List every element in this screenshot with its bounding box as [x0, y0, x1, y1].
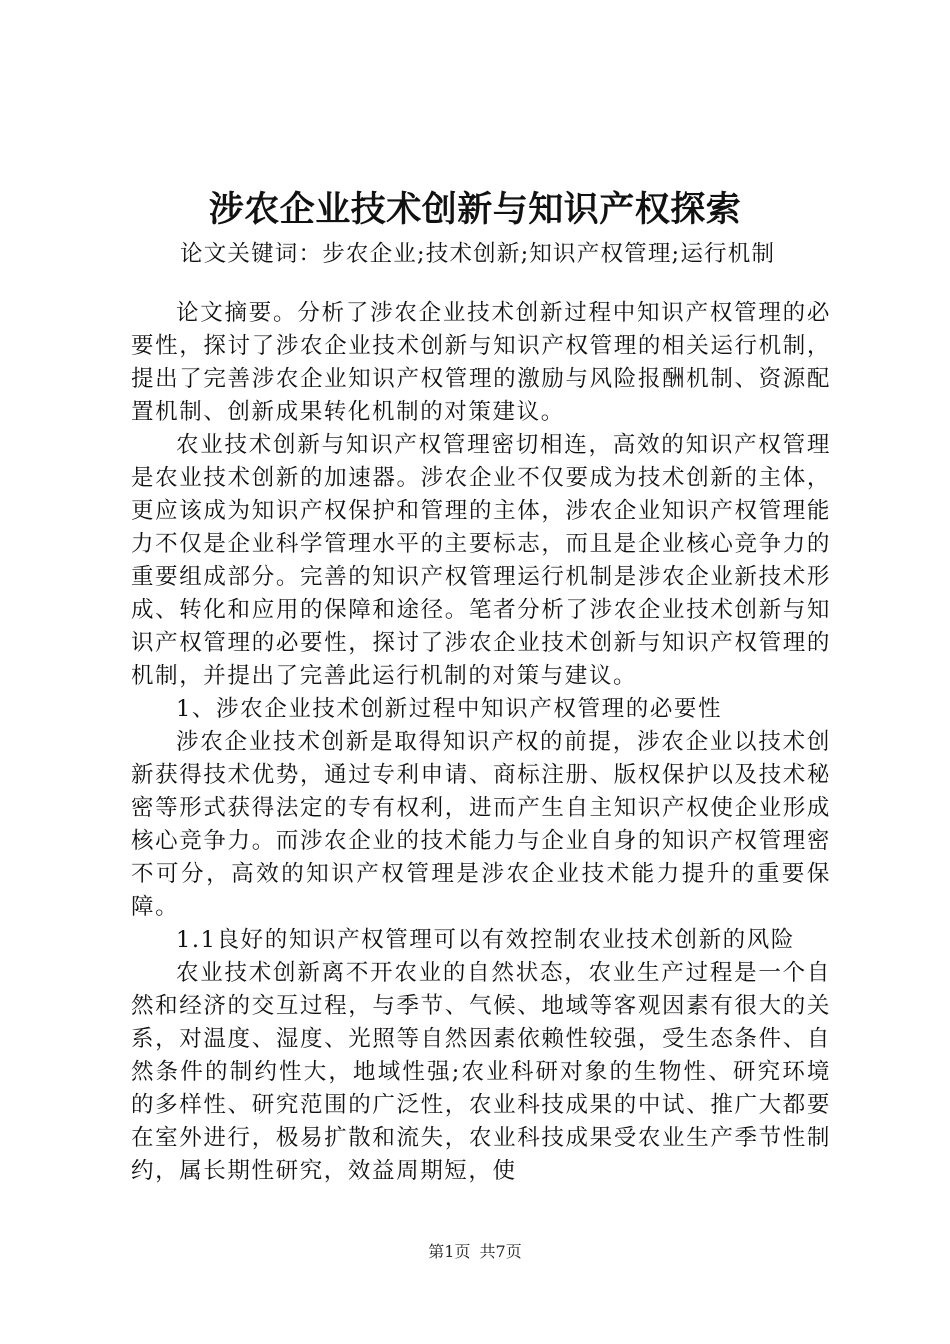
document-body: [131, 297, 831, 1188]
body-paragraph: 农业技术创新离不开农业的自然状态，农业生产过程是一个自然和经济的交互过程，与季节、气候、地域等客观因素有很大的关系，对温度、湿度、光照等自然因素依赖性较强，受生态条件、自然条件的制约性大，地域性强;农业科研对象的生物性、研究环境的多样性、研究范围的广泛性，农业科技成果的中试、推广大都要在室外进行，极易扩散和流失，农业科技成果受农业生产季节性制约，属长期性研究，效益周期短，使: [131, 960, 831, 1184]
page-total: 共7页: [479, 1242, 522, 1261]
page-number: 第1页: [428, 1242, 471, 1261]
body-paragraph: 涉农企业技术创新是取得知识产权的前提，涉农企业以技术创新获得技术优势，通过专利申请、商标注册、版权保护以及技术秘密等形式获得法定的专有权利，进而产生自主知识产权使企业形成核心竞争力。而涉农企业的技术能力与企业自身的知识产权管理密不可分，高效的知识产权管理是涉农企业技术能力提升的重要保障。: [131, 729, 831, 920]
document-title: 涉农企业技术创新与知识产权探索: [208, 189, 742, 230]
subsection-heading: 1.1良好的知识产权管理可以有效控制农业技术创新的风险: [176, 927, 795, 953]
section-heading: 1、涉农企业技术创新过程中知识产权管理的必要性: [176, 696, 723, 722]
body-paragraph: 农业技术创新与知识产权管理密切相连，高效的知识产权管理是农业技术创新的加速器。涉农企业不仅要成为技术创新的主体，更应该成为知识产权保护和管理的主体，涉农企业知识产权管理能力不仅是企业科学管理水平的主要标志，而且是企业核心竞争力的重要组成部分。完善的知识产权管理运行机制是涉农企业新技术形成、转化和应用的保障和途径。笔者分析了涉农企业技术创新与知识产权管理的必要性，探讨了涉农企业技术创新与知识产权管理的机制，并提出了完善此运行机制的对策与建议。: [131, 432, 831, 689]
keywords-line: 论文关键词：步农企业;技术创新;知识产权管理;运行机制: [180, 241, 776, 267]
page-footer: [0, 1241, 950, 1263]
abstract-paragraph: 论文摘要。分析了涉农企业技术创新过程中知识产权管理的必要性，探讨了涉农企业技术创新与知识产权管理的相关运行机制，提出了完善涉农企业知识产权管理的激励与风险报酬机制、资源配置机制、创新成果转化机制的对策建议。: [131, 300, 831, 425]
